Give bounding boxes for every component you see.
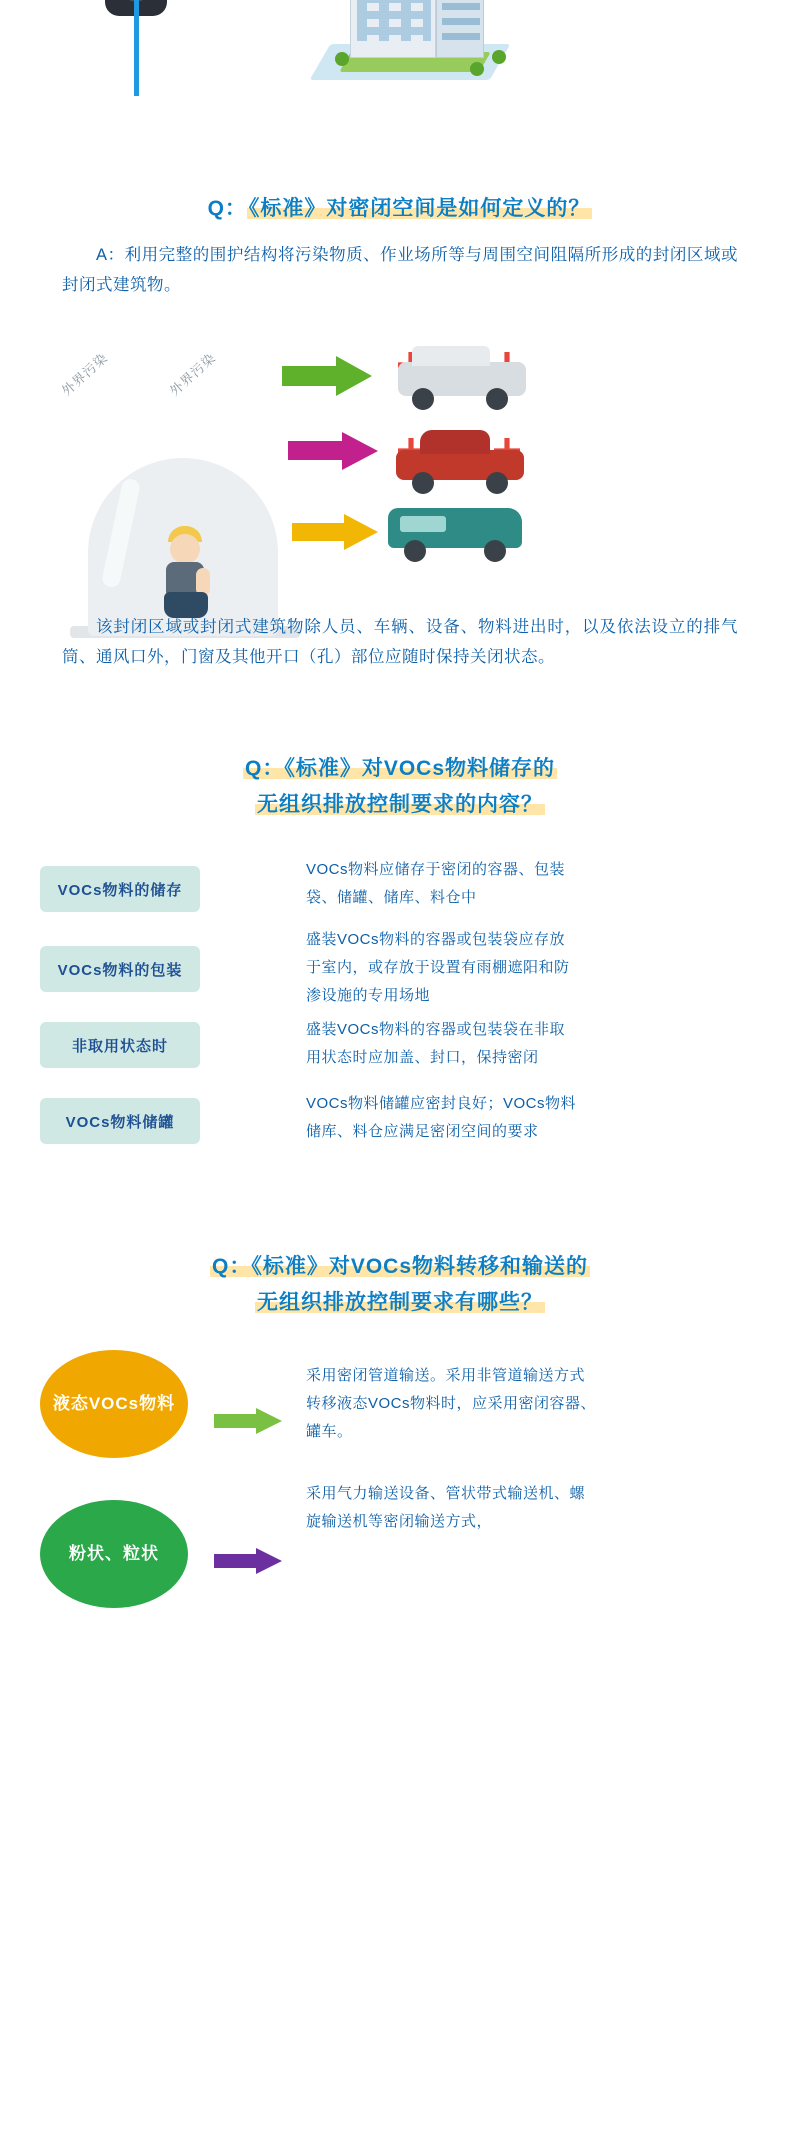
storage-heading-line2 bbox=[0, 788, 800, 822]
transfer-heading-line1-text: Q：《标准》对VOCs物料转移和输送的 bbox=[211, 1255, 589, 1278]
blue-arrow-icon bbox=[216, 878, 288, 898]
storage-row-text: 盛装VOCs物料的容器或包装袋在非取用状态时应加盖、封口，保持密闭 bbox=[306, 1021, 566, 1066]
camera-pole bbox=[134, 0, 139, 96]
purple-arrow-icon bbox=[214, 1548, 284, 1574]
person-figure bbox=[156, 526, 216, 626]
top-illustration bbox=[0, 0, 800, 120]
tree-icon bbox=[335, 52, 349, 66]
closed-space-answer: A：利用完整的围护结构将污染物质、作业场所等与周围空间阻隔所形成的封闭区域或封闭式建筑物。 bbox=[62, 246, 738, 294]
transfer-bubble-powder bbox=[40, 1500, 188, 1608]
pollution-label-left: 外界污染 bbox=[58, 349, 111, 399]
closed-space-heading-prefix: Q： bbox=[207, 197, 247, 220]
blue-arrow-icon bbox=[216, 1110, 288, 1130]
transfer-heading-line2-text: 无组织排放控制要求有哪些？ bbox=[257, 1291, 543, 1314]
vehicle-suv-top bbox=[412, 346, 490, 366]
storage-chip bbox=[40, 1098, 200, 1144]
transfer-bubble-label: 粉状、粒状 bbox=[69, 1544, 159, 1563]
storage-row-text: 盛装VOCs物料的容器或包装袋应存放于室内，或存放于设置有雨棚遮阳和防渗设施的专用场地 bbox=[306, 931, 570, 1004]
tree-icon bbox=[470, 62, 484, 76]
vehicle-van-window bbox=[400, 516, 446, 532]
vehicle-van-wheel bbox=[484, 540, 506, 562]
person-head bbox=[170, 534, 200, 564]
closed-space-heading-text: 《标准》对密闭空间是如何定义的？ bbox=[248, 197, 591, 220]
storage-chip bbox=[40, 1022, 200, 1068]
building-main bbox=[350, 0, 436, 58]
storage-chip-label: VOCs物料的储存 bbox=[57, 881, 183, 899]
closed-space-note: 该封闭区域或封闭式建筑物除人员、车辆、设备、物料进出时，以及依法设立的排气筒、通风口外，门窗及其他开口（孔）部位应随时保持关闭状态。 bbox=[62, 618, 738, 666]
transfer-row-text: 采用密闭管道输送。采用非管道输送方式转移液态VOCs物料时，应采用密闭容器、罐车。 bbox=[306, 1367, 597, 1440]
magenta-arrow-icon bbox=[288, 432, 380, 470]
storage-chip-label: VOCs物料储罐 bbox=[65, 1113, 175, 1131]
vehicle-car-wheel bbox=[486, 472, 508, 494]
storage-chip-label: 非取用状态时 bbox=[71, 1037, 168, 1055]
storage-chip bbox=[40, 866, 200, 912]
transfer-heading-line1 bbox=[0, 1250, 800, 1284]
vehicle-van-wheel bbox=[404, 540, 426, 562]
vehicle-car-wheel bbox=[412, 472, 434, 494]
green-arrow-icon bbox=[282, 356, 374, 396]
storage-heading-line2-text: 无组织排放控制要求的内容？ bbox=[257, 793, 543, 816]
storage-row-text: VOCs物料储罐应密封良好；VOCs物料储库、料仓应满足密闭空间的要求 bbox=[306, 1095, 577, 1140]
green-arrow-icon bbox=[214, 1408, 284, 1434]
tree-icon bbox=[492, 50, 506, 64]
storage-row-text: VOCs物料应储存于密闭的容器、包装袋、储罐、储库、料仓中 bbox=[306, 861, 566, 906]
transfer-bubble-label: 液态VOCs物料 bbox=[52, 1394, 176, 1413]
vehicle-suv-wheel bbox=[486, 388, 508, 410]
blue-arrow-icon bbox=[216, 1034, 288, 1054]
pollution-label-right: 外界污染 bbox=[166, 349, 219, 399]
blue-arrow-icon bbox=[216, 958, 288, 978]
transfer-heading-line2 bbox=[0, 1286, 800, 1320]
building-side bbox=[436, 0, 484, 58]
transfer-bubble-liquid bbox=[40, 1350, 188, 1458]
closed-space-heading bbox=[0, 192, 800, 226]
storage-chip-label: VOCs物料的包装 bbox=[57, 961, 183, 979]
storage-heading-line1-text: Q：《标准》对VOCs物料储存的 bbox=[244, 757, 556, 780]
transfer-row-text: 采用气力输送设备、管状带式输送机、螺旋输送机等密闭输送方式， bbox=[306, 1485, 586, 1530]
storage-heading-line1 bbox=[0, 752, 800, 786]
vehicle-suv-wheel bbox=[412, 388, 434, 410]
vehicle-car-top bbox=[420, 430, 490, 454]
storage-chip bbox=[40, 946, 200, 992]
yellow-arrow-icon bbox=[292, 514, 380, 550]
